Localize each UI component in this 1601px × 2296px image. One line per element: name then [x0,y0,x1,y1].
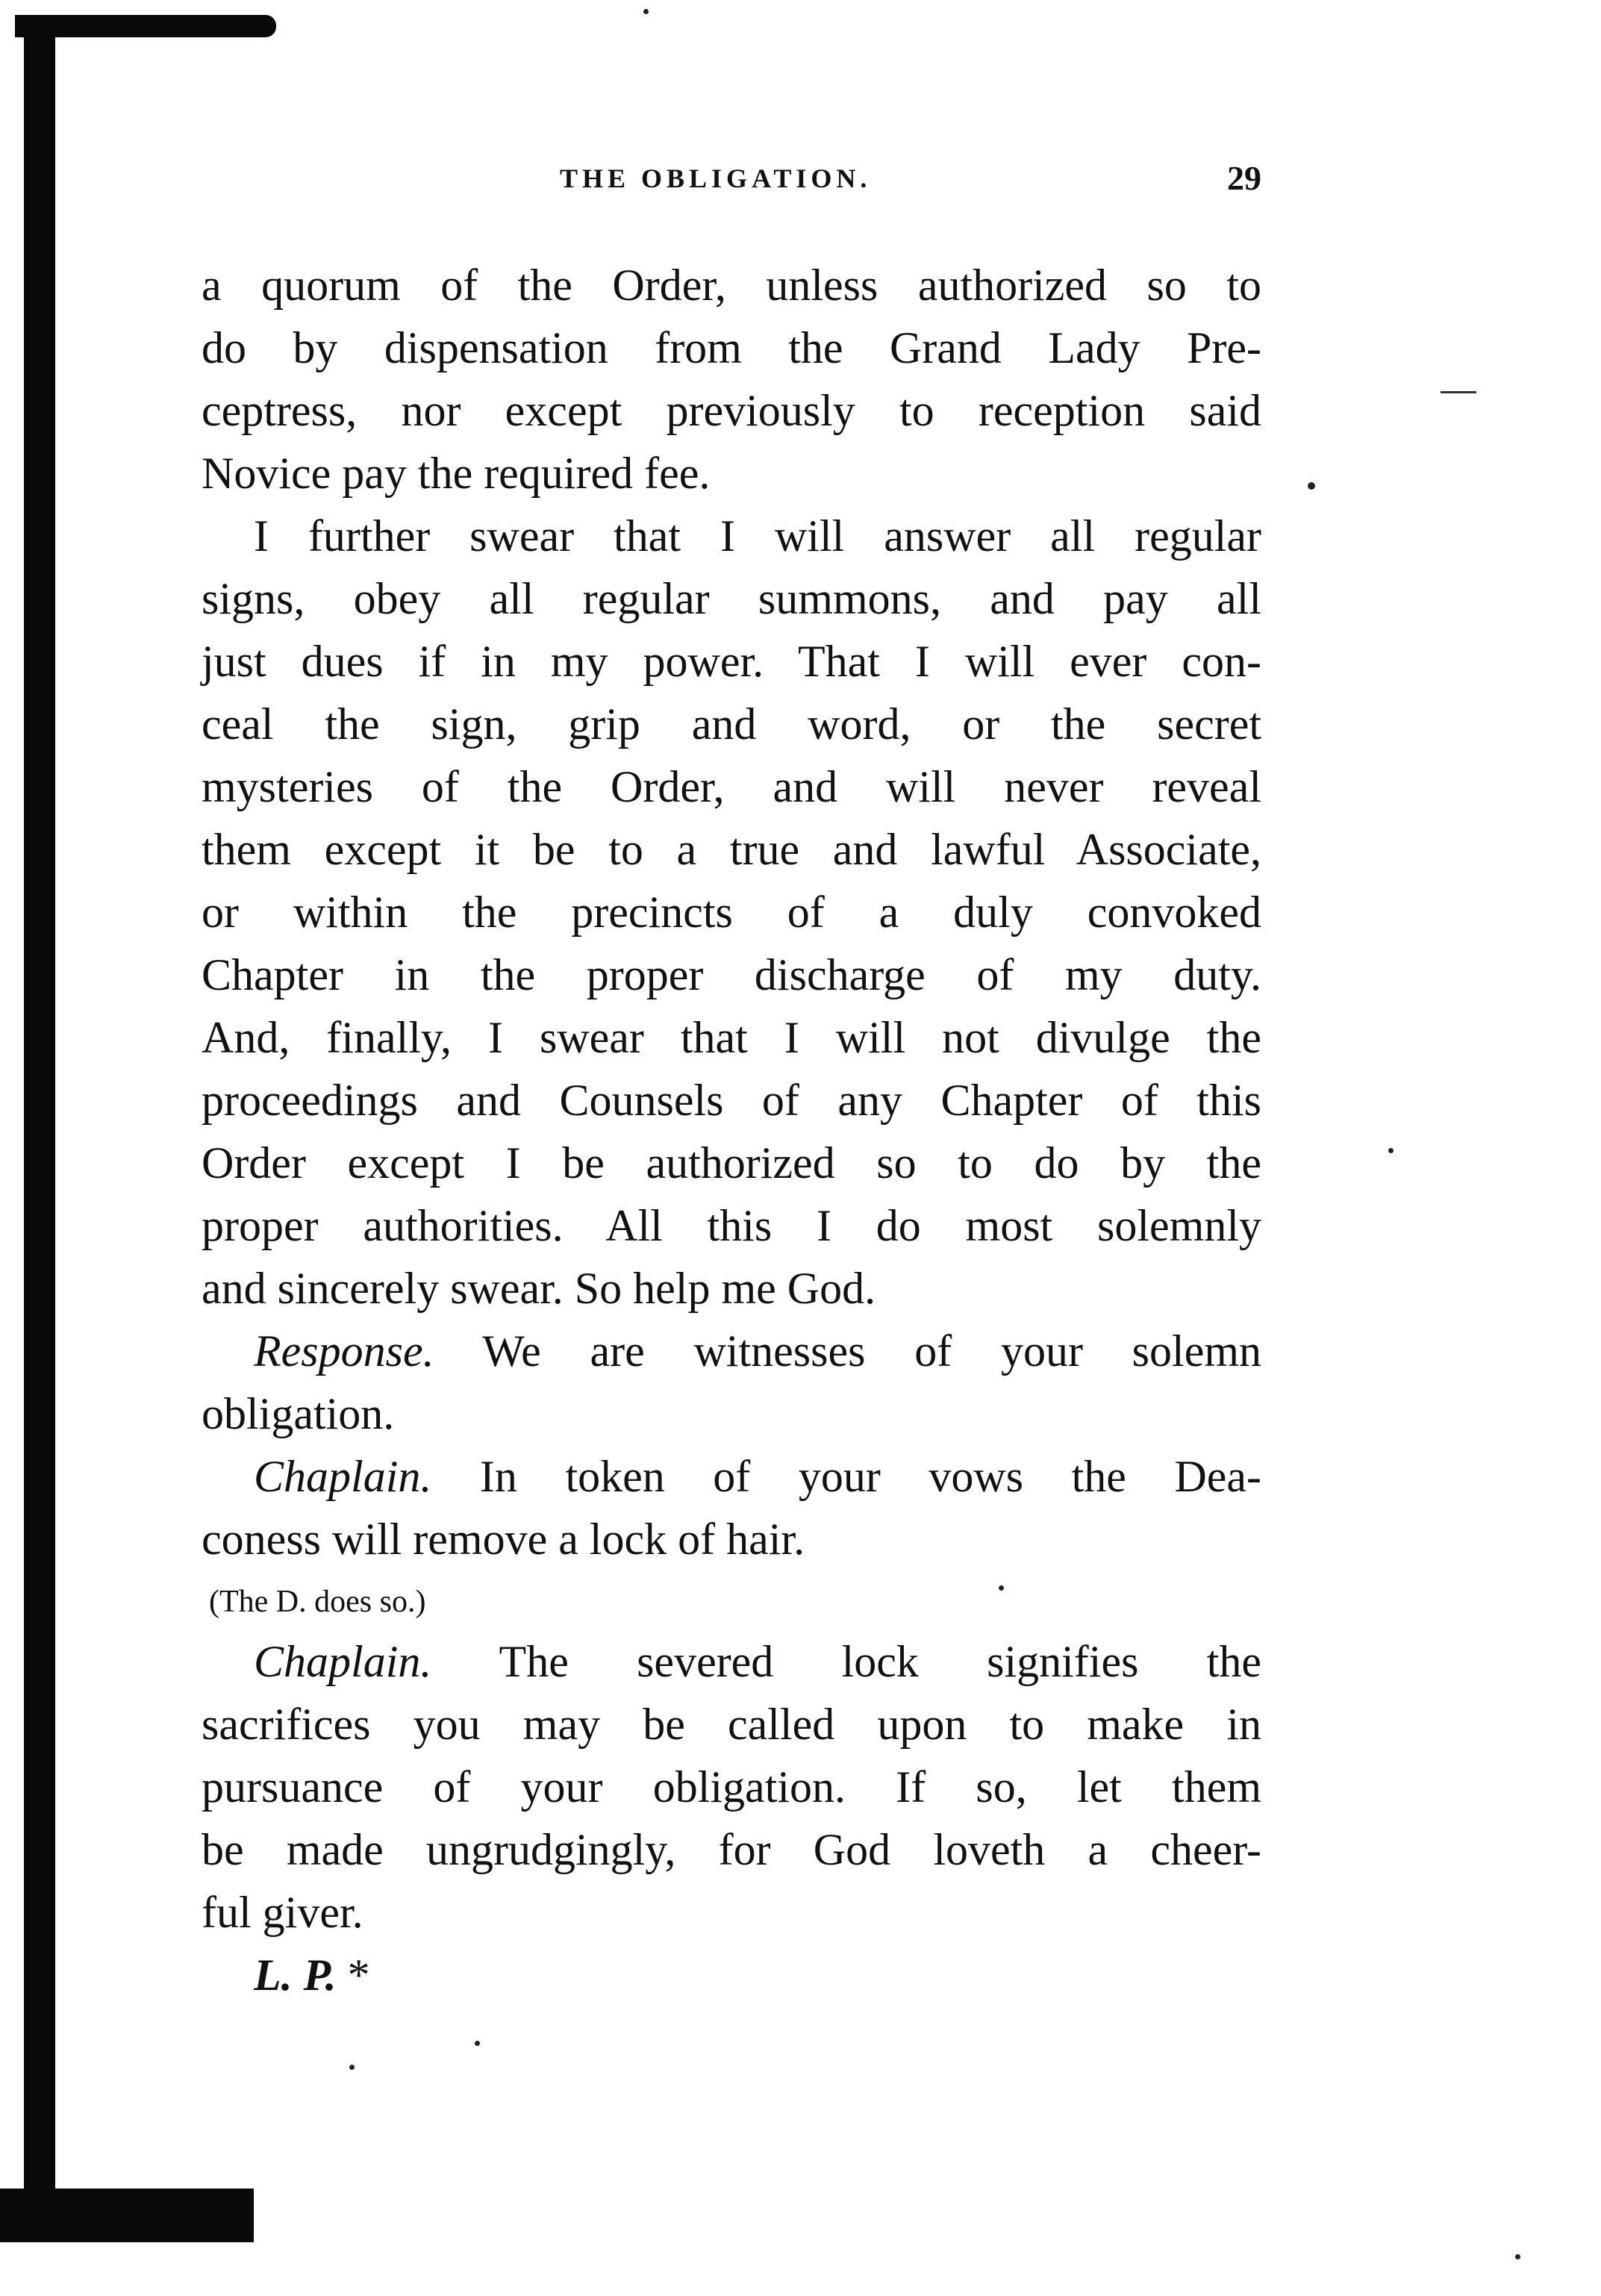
text-line: Chapter in the proper discharge of my duty. [202,950,1261,999]
speaker-lady-preceptress: L. P. [254,1950,337,2000]
text-line: obligation. [202,1389,395,1438]
text-line: and sincerely swear. So help me God. [202,1264,876,1313]
page-header [202,159,1261,208]
stage-direction: (The D. does so.) [209,1585,426,1619]
scan-speck [1515,2254,1520,2259]
text-line: be made ungrudgingly, for God loveth a cheer- [202,1825,1261,1874]
text-line: ceal the sign, grip and word, or the secret [202,699,1261,749]
text-line: proper authorities. All this I do most solemnly [202,1201,1261,1250]
text-line: ceptress, nor except previously to reception said [202,386,1261,435]
text-line: pursuance of your obligation. If so, let them [202,1762,1261,1812]
closing-mark: * [347,1950,370,2000]
response-text: We are witnesses of your solemn [482,1326,1261,1376]
running-head: THE OBLIGATION. [560,163,872,193]
text-line: I further swear that I will answer all regular [254,511,1261,561]
text-line: do by dispensation from the Grand Lady Pre- [202,323,1261,372]
chaplain-line [202,1630,1261,1693]
text-line: And, finally, I swear that I will not divulge the [202,1013,1261,1062]
chaplain-line [202,1445,1261,1508]
body-text [202,254,1261,2006]
text-line: ful giver. [202,1888,363,1937]
closing-line [202,1944,1261,2006]
text-line: Order except I be authorized so to do by the [202,1138,1261,1188]
chaplain-text: In token of your vows the Dea- [479,1452,1262,1501]
response-line [202,1320,1261,1382]
text-line: a quorum of the Order, unless authorized so to [202,261,1261,310]
text-line: Novice pay the required fee. [202,449,711,498]
speaker-response: Response. [254,1326,434,1376]
text-line: mysteries of the Order, and will never reveal [202,762,1261,811]
page-number: 29 [1227,159,1261,197]
text-line: sacrifices you may be called upon to make in [202,1700,1261,1749]
page-frame-left-bar [24,22,55,2194]
chaplain-text: The severed lock signifies the [499,1637,1261,1686]
margin-dash-mark [1441,391,1476,393]
scan-speck [643,9,649,14]
text-line: or within the precincts of a duly convoked [202,887,1261,937]
scan-speck [475,2041,480,2046]
text-line: just dues if in my power. That I will ever con- [202,637,1261,686]
text-line: coness will remove a lock of hair. [202,1514,805,1564]
text-line: proceedings and Counsels of any Chapter of this [202,1076,1261,1125]
text-line: them except it be to a true and lawful Associate, [202,825,1261,874]
page-frame-bottom-mark [0,2189,254,2242]
speaker-chaplain: Chaplain. [254,1452,432,1501]
speaker-chaplain: Chaplain. [254,1637,432,1686]
scan-speck [1308,482,1315,490]
text-line: signs, obey all regular summons, and pay all [202,574,1261,623]
scan-speck [1388,1148,1394,1153]
scan-speck [349,2065,355,2070]
